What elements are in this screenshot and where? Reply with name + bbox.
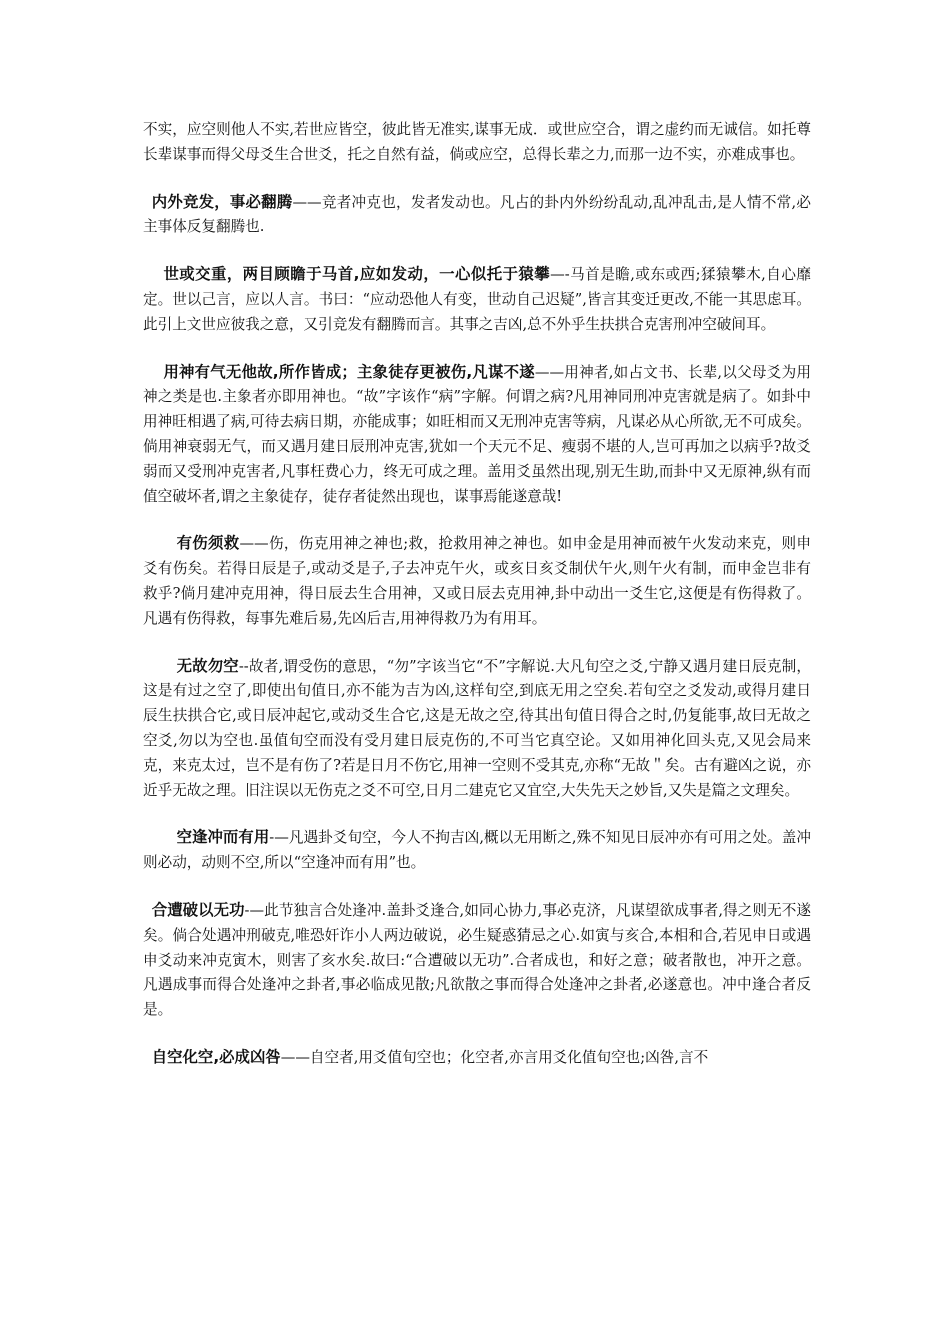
paragraph-3 <box>143 262 811 337</box>
paragraph-7-text: -—凡遇卦爻旬空，今人不拘吉凶,概以无用断之,殊不知见日辰冲亦有可用之处。盖冲则必动，动则不空,所以“空逢冲而有用”也。 <box>143 829 811 872</box>
paragraph-4-text: ——用神者,如占文书、长辈,以父母爻为用神之类是也.主象者亦即用神也。“故”字该作“病”字解。何谓之病?凡用神同刑冲克害就是病了。如卦中用神旺相遇了病,可待去病日期，亦能成事；如旺相而又无刑冲克害等病，凡谋必从心所欲,无不可成矣。倘用神衰弱无气，而又遇月建日辰刑冲克害,犹如一个天元不足、瘦弱不堪的人,岂可再加之以病乎?故爻弱而又受刑冲克害者,凡事枉费心力，终无可成之理。盖用爻虽然出现,别无生助,而卦中又无原神,纵有而值空破坏者,谓之主象徒存，徒存者徒然出现也，谋事焉能遂意哉! <box>143 363 811 505</box>
paragraph-8-text: -—此节独言合处逢冲.盖卦爻逢合,如同心协力,事必克济，凡谋望欲成事者,得之则无不遂矣。倘合处遇冲刑破克,唯恐奸诈小人两边破说，必生疑惑猜忌之心.如寅与亥合,本相和合,若见申日或遇申爻动来冲克寅木，则害了亥水矣.故曰:“合遭破以无功”.合者成也，和好之意；破者散也，冲开之意。凡遇成事而得合处逢冲之卦者,事必临成见散;凡欲散之事而得合处逢冲之卦者,必遂意也。冲中逢合者反是。 <box>143 901 811 1019</box>
paragraph-5 <box>143 531 811 631</box>
paragraph-4 <box>143 360 811 510</box>
paragraph-8 <box>143 898 811 1023</box>
paragraph-4-heading: 用神有气无他故,所作皆成；主象徒存更被伤,凡谋不遂 <box>163 362 535 381</box>
paragraph-5-text: ——伤，伤克用神之神也;救，抢救用神之神也。如申金是用神而被午火发动来克，则申爻有伤矣。若得日辰是子,或动爻是子,子去冲克午火，或亥日亥爻制伏午火,则午火有制，而申金岂非有救乎?倘月建冲克用神，得日辰去生合用神，又或日辰去克用神,卦中动出一爻生它,这便是有伤得救了。凡遇有伤得救，每事先难后易,先凶后吉,用神得救乃为有用耳。 <box>143 535 811 627</box>
paragraph-7 <box>143 825 811 876</box>
paragraph-8-heading: 合遭破以无功 <box>151 900 245 919</box>
paragraph-7-heading: 空逢冲而有用 <box>176 828 270 847</box>
document-page <box>143 118 811 1093</box>
paragraph-1-text: 不实，应空则他人不实,若世应皆空，彼此皆无准实,谋事无成．或世应空合，谓之虚约而无诚信。如托尊长辈谋事而得父母爻生合世爻，托之自然有益，倘或应空，总得长辈之力,而那一边不实，亦难成事也。 <box>143 121 811 163</box>
paragraph-2-text: ——竞者冲克也，发者发动也。凡占的卦内外纷纷乱动,乱冲乱击,是人情不常,必主事体反复翻腾也. <box>143 193 811 236</box>
paragraph-9 <box>143 1045 811 1071</box>
paragraph-6-text: --故者,谓受伤的意思，“勿”字该当它“不”字解说.大凡旬空之爻,宁静又遇月建日辰克制，这是有过之空了,即使出旬值日,亦不能为吉为凶,这样旬空,到底无用之空矣.若旬空之爻发动,或得月建日辰生扶拱合它,或日辰冲起它,或动爻生合它,这是无故之空,待其出旬值日得合之时,仍复能事,故曰无故之空爻,勿以为空也.虽值旬空而没有受月建日辰克伤的,不可当它真空论。又如用神化回头克,又见会局来克，来克太过，岂不是有伤了?若是日月不伤它,用神一空则不受其克,亦称“无故＂矣。古有避凶之说，亦近乎无故之理。旧注误以无伤克之爻不可空,日月二建克它又宜空,大失先天之妙旨,又失是篇之文理矣。 <box>143 657 811 799</box>
paragraph-9-heading: 自空化空,必成凶咎 <box>151 1047 281 1066</box>
paragraph-9-text: ——自空者,用爻值旬空也；化空者,亦言用爻化值旬空也;凶咎,言不 <box>280 1048 709 1066</box>
paragraph-2-heading: 内外竞发，事必翻腾 <box>151 192 293 211</box>
paragraph-6-heading: 无故勿空 <box>176 656 239 675</box>
paragraph-5-heading: 有伤须救 <box>176 534 240 553</box>
paragraph-3-text: —-马首是瞻,或东或西;猱猿攀木,自心靡定。世以己言，应以人言。书曰：“应动恐他人有变，世动自己迟疑”,皆言其变迁更改,不能一其思虑耳。此引上文世应彼我之意，又引竞发有翻腾而言。其事之吉凶,总不外乎生扶拱合克害刑冲空破间耳。 <box>143 266 811 333</box>
paragraph-2 <box>143 190 811 241</box>
paragraph-6 <box>143 654 811 804</box>
paragraph-1 <box>143 118 811 168</box>
paragraph-3-heading: 世或交重，两目顾瞻于马首,应如发动，一心似托于猿攀 <box>163 265 551 284</box>
